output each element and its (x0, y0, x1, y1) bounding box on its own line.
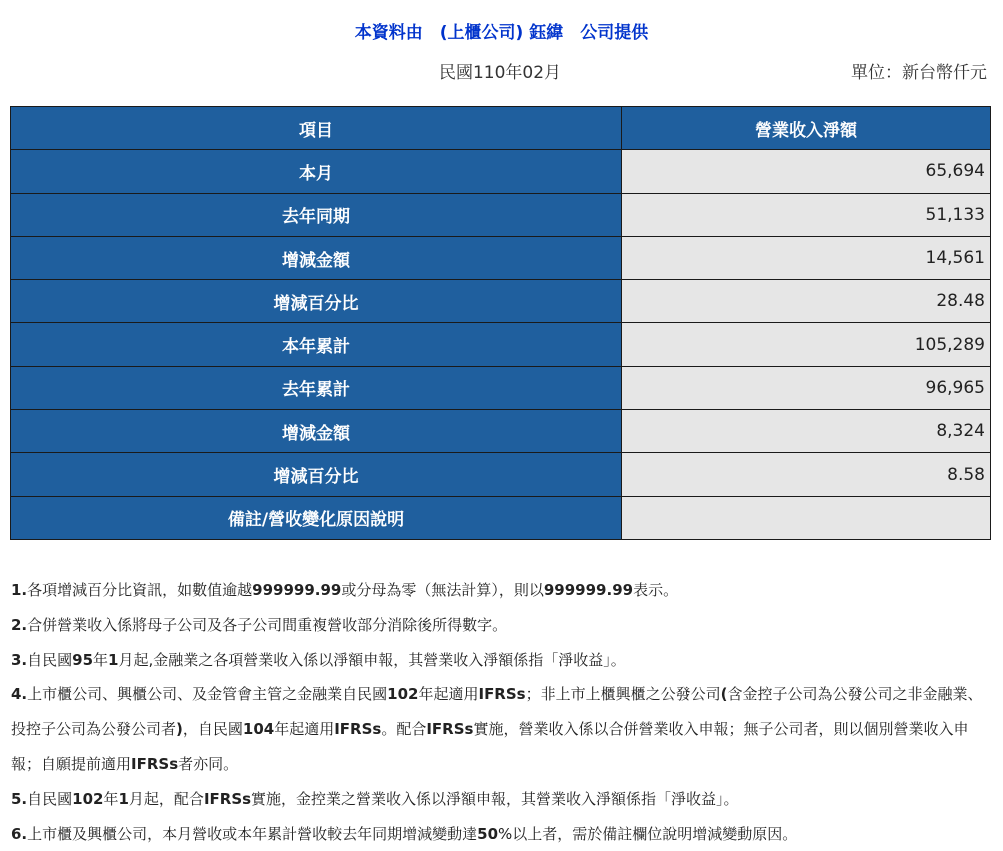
table-row-last-year-same-period (11, 193, 991, 236)
notes-section (11, 573, 991, 851)
row-value: 105,289 (622, 323, 991, 366)
table-header-row (11, 107, 991, 150)
report-period: 民國110年02月 (438, 63, 562, 83)
currency-unit: 單位：新台幣仟元 (851, 63, 987, 83)
report-title: 本資料由 (上櫃公司) 鈺緯 公司提供 (354, 23, 649, 43)
row-label: 去年累計 (11, 366, 622, 409)
table-row-ytd-change-percent (11, 453, 991, 496)
table-row-monthly-change-amount (11, 236, 991, 279)
table-row-monthly-change-percent (11, 280, 991, 323)
row-label: 增減金額 (11, 236, 622, 279)
row-value: 96,965 (622, 366, 991, 409)
note-item: 2.合併營業收入係將母子公司及各子公司間重複營收部分消除後所得數字。 (11, 615, 508, 634)
row-label: 本年累計 (11, 323, 622, 366)
row-label: 去年同期 (11, 193, 622, 236)
row-value: 28.48 (622, 280, 991, 323)
row-value (622, 496, 991, 539)
table-row-ytd-change-amount (11, 410, 991, 453)
table-row-this-month (11, 150, 991, 193)
note-item: 6.上市櫃及興櫃公司，本月營收或本年累計營收較去年同期增減變動達50%以上者，需於備註欄位說明增減變動原因。 (11, 824, 798, 843)
row-value: 8,324 (622, 410, 991, 453)
row-label: 備註/營收變化原因說明 (11, 496, 622, 539)
row-value: 51,133 (622, 193, 991, 236)
column-header-item: 項目 (11, 107, 622, 150)
note-item: 4.上市櫃公司、興櫃公司、及金管會主管之金融業自民國102年起適用IFRSs；非上市上櫃興櫃之公發公司(含金控子公司為公發公司之非金融業、投控子公司為公發公司者)，自民國104年起適用IFRSs。配合IFRSs實施，營業收入係以合併營業收入申報；無子公司者，則以個別營業收入申報；自願提前適用IFRSs者亦同。 (11, 685, 983, 773)
note-item: 3.自民國95年1月起,金融業之各項營業收入係以淨額申報，其營業收入淨額係指「淨收益」。 (11, 650, 626, 669)
table-row-remarks (11, 496, 991, 539)
table-row-ytd (11, 323, 991, 366)
row-value: 14,561 (622, 236, 991, 279)
row-label: 本月 (11, 150, 622, 193)
row-label: 增減百分比 (11, 280, 622, 323)
note-item: 1.各項增減百分比資訊，如數值逾越999999.99或分母為零（無法計算），則以999999.99表示。 (11, 581, 679, 599)
note-item: 5.自民國102年1月起，配合IFRSs實施，金控業之營業收入係以淨額申報，其營業收入淨額係指「淨收益」。 (11, 789, 739, 808)
row-value: 65,694 (622, 150, 991, 193)
row-label: 增減百分比 (11, 453, 622, 496)
row-label: 增減金額 (11, 410, 622, 453)
row-value: 8.58 (622, 453, 991, 496)
table-row-last-year-ytd (11, 366, 991, 409)
column-header-revenue: 營業收入淨額 (622, 107, 991, 150)
revenue-table (10, 106, 991, 540)
